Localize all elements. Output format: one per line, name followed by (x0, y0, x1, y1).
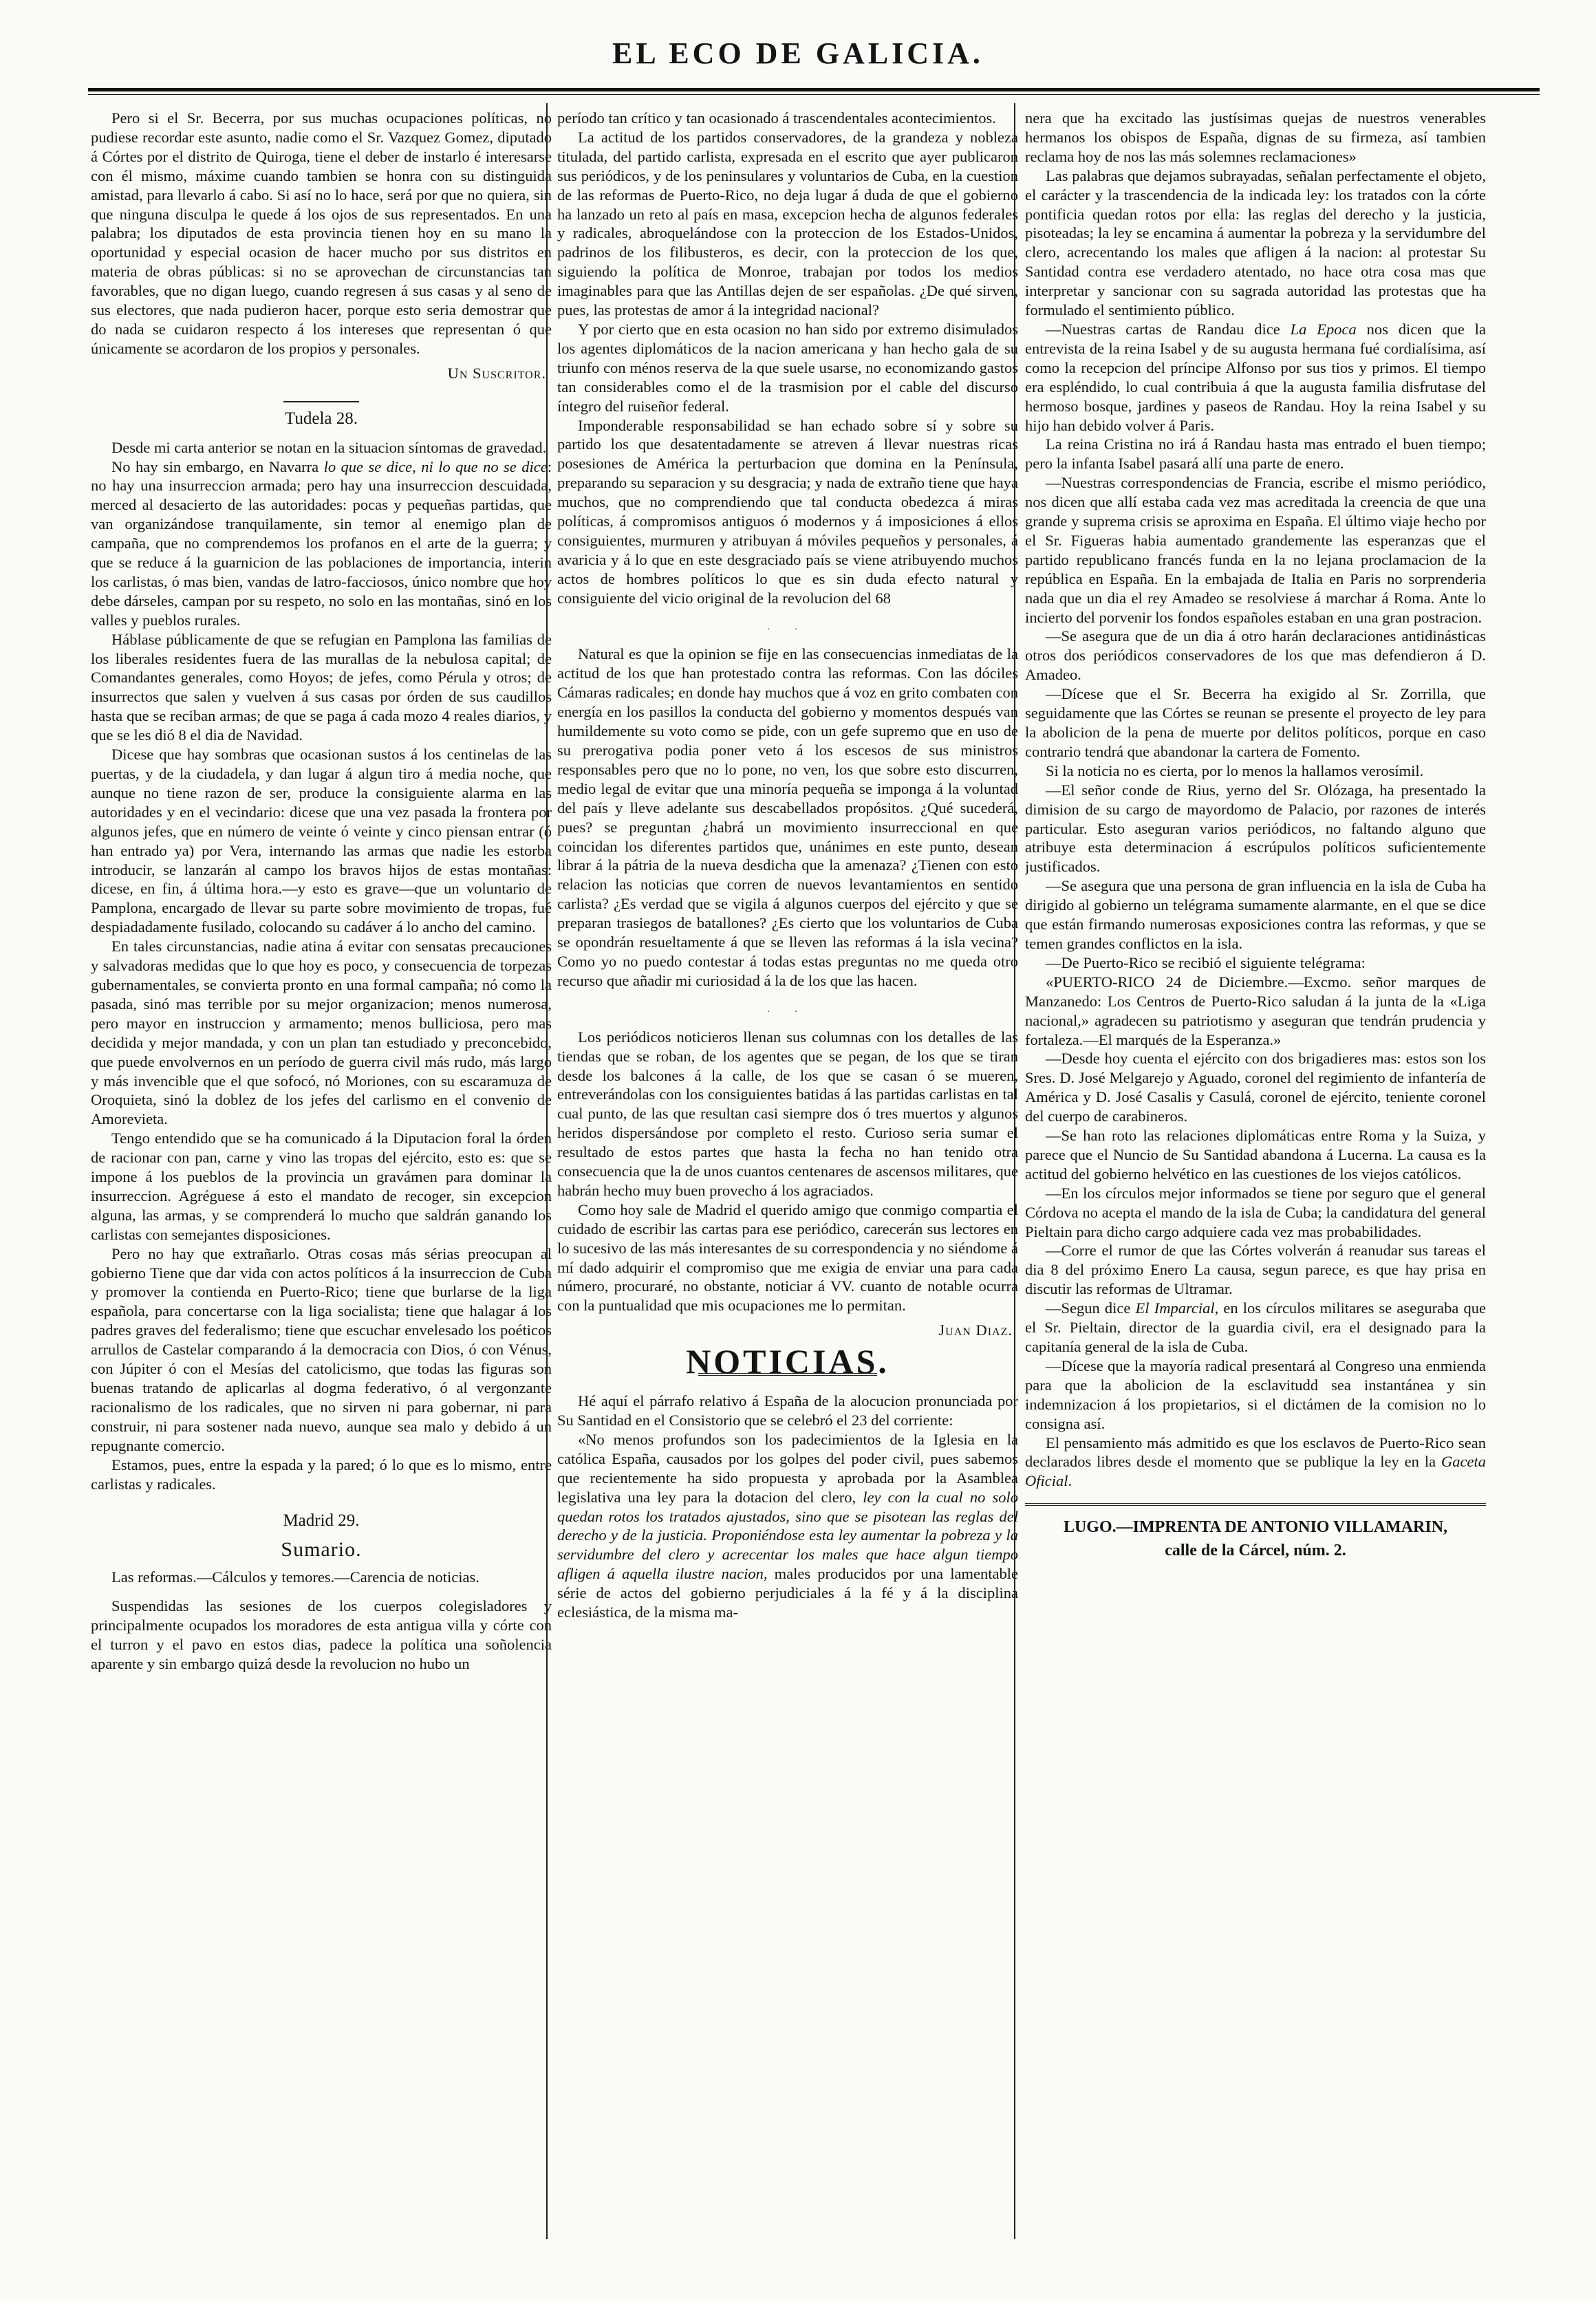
text-run: «No menos profundos son los padecimientos de la Iglesia en la católica España, causados por los golpes del poder civil, pues sabemos que recientemente ha sido propuesta y aprobada por la Asamblea legislativa una ley para la dotacion del clero, (557, 1430, 1018, 1506)
signature: Un Suscritor. (447, 364, 546, 382)
column-3 (1025, 109, 1486, 2248)
text-run: El pensamiento más admitido es que los esclavos de Puerto-Rico sean declarados libres desde el momento que se publique la ley en la (1025, 1434, 1486, 1471)
article-paragraph: «PUERTO-RICO 24 de Diciembre.—Excmo. señor marques de Manzanedo: Los Centros de Puerto-Rico saludan á la junta de la «Liga nacional,» agradecen su patriotismo y aseguran que tendrán prudencia y fortaleza.—El marqués de la Esperanza.» (1025, 973, 1486, 1048)
article-paragraph: Las palabras que dejamos subrayadas, señalan perfectamente el objeto, el carácter y la trascendencia de la indicada ley: los tratados con la córte pontificia quedan rotos por ella: las reglas del derecho y la justicia, pisoteadas; la ley se encamina á aumentar la pobreza y la servidumbre del clero, acrecentando los males que afligen á la nacion: al protestar Su Santidad contra ese verdadero atentado, no hace otra cosa mas que interpretar y sancionar con su sagrada autoridad las protestas que ha formulado el sentimiento público. (1025, 166, 1486, 319)
article-paragraph: Tengo entendido que se ha comunicado á la Diputacion foral la órden de racionar con pan, carne y vino las tropas del ejército, esto es: que se impone á los pueblos de la provincia un gravámen para dominar la insurreccion. Agréguese á esto el mandato de recoger, sin excepcion alguna, las armas, y se comprenderá lo mucho que saldrán ganando los carlistas con semejantes disposiciones. (91, 1130, 552, 1243)
article-paragraph: Los periódicos noticieros llenan sus columnas con los detalles de las tiendas que se roban, de los agentes que se pegan, de los que se tiran desde los balcones á la calle, de los que se casan ó se mueren, entreverándolas con los consiguientes batidas á las partidas carlistas en tal cual punto, de las que resultan casi siempre dos ó tres muertos y algunos heridos dispersándose por completo el resto. Curioso seria sumar el resultado de estos partes que hasta la fecha no han tenido otra consecuencia que la de unos cuantos centenares de ascensos militares, que habrán hecho muy buen provecho á los agraciados. (557, 1028, 1018, 1199)
section-ornament: · · (766, 1006, 809, 1017)
article-paragraph: Estamos, pues, entre la espada y la pared; ó lo que es lo mismo, entre carlistas y radicales. (91, 1456, 552, 1493)
italic-run: ley con la cual no solo quedan rotos los tratados ajustados, sino que se pisotean las reglas del derecho y de la justicia. Proponiéndose esta ley aumentar la pobreza y la servidumbre del clero y acrecentar los males que hace algun tiempo afligen á aquella ilustre nacion, (557, 1488, 1018, 1583)
column-2 (557, 109, 1018, 2248)
printer-imprint (1025, 1503, 1486, 1562)
article-paragraph: —Corre el rumor de que las Córtes volverán á reanudar sus tareas el dia 8 del próximo Enero La causa, segun parece, es que hay prisa en discutir las reformas de Ultramar. (1025, 1242, 1486, 1298)
article-paragraph: Háblase públicamente de que se refugian en Pamplona las familias de los liberales residentes fuera de las murallas de la nebulosa capital; de Comandantes generales, como Hoyos; de jefes, como Pérula y otros; de insurrectos que salen y vuelven á sus casas por órden de sus caudillos hasta que se reciban armas; de que se paga á cada mozo 4 reales diarios, y que se les dió 8 el dia de Navidad. (91, 630, 552, 744)
article-paragraph: Las reformas.—Cálculos y temores.—Carencia de noticias. (111, 1568, 479, 1586)
article-paragraph: —Se asegura que de un dia á otro harán declaraciones antidinásticas otros dos periódicos conservadores de los que mas defendieron á D. Amadeo. (1025, 627, 1486, 684)
article-paragraph: En tales circunstancias, nadie atina á evitar con sensatas precauciones y salvadoras medidas que lo que hoy es poco, y consecuencia de torpezas gubernamentales, se convierta pronto en una formal campaña; nó como la pasada, sinó mas terrible por su mejor organizacion; menos numerosa, pero mayor en instruccion y armamento; menos bulliciosa, pero mas decidida y mejor mandada, y con un plan tan estudiado y preconcebido, que puede envolvernos en un período de guerra civil más rudo, más largo y más invencible que el que sofocó, nó Moriones, con su escaramuza de Oroquieta, sinó la doblez de los jefes del carlismo en el convenio de Amorevieta. (91, 938, 552, 1128)
masthead-rule (88, 88, 1540, 91)
text-run: males producidos por una lamentable série de actos del gobierno perjudiciales á la fé y á la disciplina eclesiástica, de la misma ma- (557, 1565, 1018, 1621)
text-run: —Nuestras cartas de Randau dice (1046, 320, 1291, 338)
column-1 (91, 109, 552, 2248)
imprint-line: calle de la Cárcel, núm. 2. (1165, 1542, 1346, 1560)
article-paragraph: Dicese que hay sombras que ocasionan sustos á los centinelas de las puertas, y de la ciudadela, y dan lugar á algun tiro á media noche, que aunque no tiene razon de ser, produce la consiguiente alarma en las autoridades y en el vecindario: dicese que una vez pasada la frontera por algunos jefes, que en número de veinte ó veinte y cinco piensan entrar (ó han entrado ya) por Vera, internando las armas que nadie les estorba introducir, se lanzarán al campo los bravos hijos de estas montañas: dicese, en fin, á última hora.—y esto es grave—que un voluntario de Pamplona, encargado de llevar su parte sobre movimiento de tropas, fué despiadadamente fusilado, colocando su cadáver á lo ancho del camino. (91, 746, 552, 936)
italic-run: lo que se dice, ni lo que no se dice (323, 457, 548, 475)
article-paragraph: —Desde hoy cuenta el ejército con dos brigadieres mas: estos son los Sres. D. José Melgarejo y Aguado, coronel del regimiento de infantería de América y D. José Casalis y Casulá, coronel de ejército, teniente coronel del cuerpo de carabineros. (1025, 1050, 1486, 1125)
text-run: , en los círculos militares se aseguraba que el Sr. Pieltain, director de la guardia civil, era el designado para la capitanía general de la isla de Cuba. (1025, 1299, 1486, 1355)
article-paragraph: Natural es que la opinion se fije en las consecuencias inmediatas de la actitud de los que han protestado contra las reformas. Con las dóciles Cámaras radicales; en donde hay muchos que á voz en grito combaten con energía en los pasillos la conducta del gobierno y momentos después van humildemente su voto como se pide, con un gefe supremo que en uso de su prerogativa podia poner veto á los escesos de sus ministros responsables pero que no lo pone, no ven, los que sobre esto discurren, medio legal de evitar que una minoría pequeña se imponga á la voluntad del país y lleve adelante sus descabellados propósitos. ¿Qué sucederá, pues? se preguntan ¿habrá un movimiento insurreccional en que coincidan los diferentes partidos que, unánimes en este punto, desean librar á la pátria de la nueva desdicha que la amenaza? ¿Tienen con esto relacion las noticias que corren de nuevos levantamientos en sentido carlista? ¿Es verdad que se vigila á algunos cuerpos del ejército y que se preparan trasiegos de batallones? ¿Es cierto que los voluntarios de Cuba se opondrán resueltamente á que se lleven las reformas á la isla vecina? Como yo no puedo contestar á todas estas preguntas no me queda otro recurso que añadir mi curiosidad á la de los que las hacen. (557, 645, 1018, 989)
article-paragraph: La reina Cristina no irá á Randau hasta mas entrado el buen tiempo; pero la infanta Isabel pasará allí una parte de enero. (1025, 435, 1486, 473)
article-paragraph: nera que ha excitado las justísimas quejas de nuestros venerables hermanos los obispos de España, dignas de su firmeza, así tambien reclama hoy de nos las más solemnes reclamaciones» (1025, 109, 1486, 165)
section-ornament: · · (766, 624, 809, 635)
dateline: Madrid 29. (283, 1511, 360, 1531)
italic-run: El Imparcial (1135, 1299, 1215, 1317)
article-paragraph: Pero no hay que extrañarlo. Otras cosas más sérias preocupan al gobierno Tiene que dar vida con actos políticos á la insurreccion de Cuba y promover la contienda en Puerto-Rico; tiene que burlarse de la liga española, para concertarse con la liga socialista; tiene que halagar á los padres graves del federalismo; tiene que escuchar envelesado los poéticos arrullos de Castelar comparando á la democracia con Dios, ó con Vénus, con Júpiter ó con el Mesías del catolicismo, que todas las figuras son buenas tratando de aplicarlas al dogma federativo, ó al vergonzante racionalismo de los radicales, que no sirven ni para gobernar, ni para construir, ni para sostener nada nuevo, aunque sea malo y debido á un repugnante comercio. (91, 1244, 552, 1454)
text-run: nos dicen que la entrevista de la reina Isabel y de su augusta hermana fué cordialísima, así como la recepcion del príncipe Alfonso por sus tios y primos. El tiempo era espléndido, lo cual contribuia á que la augusta familia disfrutase del hermoso bosque, jardines y paseos de Randau. Hoy la reina Isabel y su hijo han debido volver á Paris. (1025, 320, 1486, 434)
masthead-title: EL ECO DE GALICIA. (612, 36, 984, 70)
article-paragraph: —Dícese que el Sr. Becerra ha exigido al Sr. Zorrilla, que seguidamente que las Córtes se reunan se presente el proyecto de ley para la abolicion de la pena de muerte por delitos políticos, porque en caso contrario tendrá que abandonar la cartera de Fomento. (1025, 685, 1486, 760)
article-paragraph: —Nuestras correspondencias de Francia, escribe el mismo periódico, nos dicen que allí estaba cada vez mas acreditada la creencia de que una grande y suprema crisis se aproxima en España. El último viaje hecho por el Sr. Figueras habia aumentado grandemente las esperanzas que el partido republicano francés funda en la no lejana proclamacion de la república en España. En la embajada de Italia en Paris no sorprenderia nada que un dia el rey Amadeo se resolviese á marchar á Roma. Ante lo incierto del porvenir los fondos españoles estaban en una gran postracion. (1025, 474, 1486, 626)
text-run: . (1068, 1472, 1072, 1490)
article-paragraph: Como hoy sale de Madrid el querido amigo que conmigo compartia el cuidado de escribir las cartas para ese periódico, carecerán sus lectores en lo sucesivo de las más interesantes de su correspondencia y no siéndome á mí dado adquirir el compromiso que me exigia de enviar una para cada número, procuraré, no obstante, noticiar á VV. cuanto de notable ocurra con la puntualidad que mis ocupaciones me lo permitan. (557, 1200, 1018, 1315)
article-paragraph (557, 1430, 1018, 1622)
article-paragraph: —En los círculos mejor informados se tiene por seguro que el general Córdova no acepta el mando de la isla de Cuba; la candidatura del general Pieltain para dicho cargo adquiere cada vez mas probabilidades. (1025, 1184, 1486, 1240)
article-paragraph: Desde mi carta anterior se notan en la situacion síntomas de gravedad. (111, 438, 547, 456)
text-run: —Segun dice (1046, 1299, 1136, 1317)
italic-run: La Epoca (1290, 320, 1357, 338)
article-paragraph: —Se asegura que una persona de gran influencia en la isla de Cuba ha dirigido al gobierno un telégrama sumamente alarmante, en el que se dice que están firmando numerosas exposiciones contra las reformas, y que se temen grandes conflictos en la isla. (1025, 877, 1486, 952)
article-paragraph (1025, 1434, 1486, 1491)
section-divider (283, 401, 359, 402)
article-paragraph: Y por cierto que en esta ocasion no han sido por extremo disimulados los agentes diplomáticos de la nacion americana y han hecho gala de su triunfo con ménos reserva de la que suele usarse, no economizando gastos tan considerables como el de la trasmision por el cable del discurso íntegro del ruiseñor federal. (557, 320, 1018, 415)
masthead-rule-thin (88, 94, 1540, 95)
italic-run: Gaceta Oficial (1025, 1453, 1486, 1490)
article-paragraph: Si la noticia no es cierta, por lo menos la hallamos verosímil. (1046, 761, 1424, 779)
article-paragraph: período tan crítico y tan ocasionado á trascendentales acontecimientos. (557, 109, 996, 127)
article-paragraph (1025, 1299, 1486, 1357)
article-paragraph (91, 457, 552, 630)
article-paragraph: Imponderable responsabilidad se han echado sobre sí y sobre su partido los que desatentadamente se atreven á llevar nuestras ricas posesiones de América la perturbacion que domina en la Península, preparando su separacion y su desgracia; y nada de extraño tiene que haya muchos, que no comprendiendo que tal conducta obedezca á miras políticas, á compromisos antiguos ó modernos y á imposiciones á ellos consiguientes, murmuren y atribuyan á móviles pequeños y personales, á avaricia y á lo que en este desgraciado país se viene atribuyendo muchos actos de hombres políticos lo que es sin duda efecto natural y consiguiente del vicio original de la revolucion del 68 (557, 416, 1018, 607)
article-paragraph: —De Puerto-Rico se recibió el siguiente telégrama: (1046, 953, 1366, 971)
article-paragraph: Suspendidas las sesiones de los cuerpos colegisladores y principalmente ocupados los moradores de esta antigua villa y córte con el turron y el pavo en estos dias, padece la política una soñolencia aparente y sin embargo quizá desde la revolucion no hubo un (91, 1597, 552, 1672)
section-title: NOTICIAS. (686, 1342, 889, 1381)
signature: Juan Diaz. (938, 1321, 1013, 1339)
dateline: Tudela 28. (284, 409, 358, 428)
article-paragraph: —El señor conde de Rius, yerno del Sr. Olózaga, ha presentado la dimision de su cargo de mayordomo de Palacio, por razones de interés particular. Esto aseguran varios periódicos, no faltando alguno que atribuye esta determinacion á escrúpulos políticos suficientemente justificados. (1025, 781, 1486, 876)
text-run: : no hay una insurreccion armada; pero hay una insurreccion descuidada, merced al desacierto de las autoridades: pocas y pequeñas partidas, que van organizándose tranquilamente, sin temor al enemigo plan de campaña, que no comprendemos los profanos en el arte de la guerra; y que se reduce á la guarnicion de las poblaciones de importancia, interin los carlistas, ó mas bien, vandas de latro-facciosos, único nombre que hoy debe dárseles, campan por su respeto, no solo en las montañas, sinó en los valles y pueblos rurales. (91, 457, 552, 629)
article-paragraph: —Se han roto las relaciones diplomáticas entre Roma y la Suiza, y parece que el Nuncio de Su Santidad abandona á Lucerna. La causa es la actitud del gobierno helvético en las cuestiones de los viejos católicos. (1025, 1127, 1486, 1182)
article-paragraph: Hé aquí el párrafo relativo á España de la alocucion pronunciada por Su Santidad en el Consistorio que se celebró el 23 del corriente: (557, 1392, 1018, 1429)
article-paragraph: La actitud de los partidos conservadores, de la grandeza y nobleza titulada, del partido carlista, expresada en el escrito que ayer publicaron sus periódicos, y de los peninsulares y voluntarios de Cuba, en la cuestion de las reformas de Puerto-Rico, no deja lugar á duda de que el gobierno ha lanzado un reto al país en masa, excepcion hecha de algunos federales y radicales, abroquelándose con la proteccion de los Estados-Unidos, padrinos de los filibusteros, es decir, con la proteccion de los que, siguiendo la política de Monroe, trabajan por todos los medios imaginables para que las Antillas dejen de ser españolas. ¿De qué sirven, pues, las protestas de amor á la integridad nacional? (557, 128, 1018, 319)
article-paragraph (1025, 320, 1486, 435)
article-paragraph: Pero si el Sr. Becerra, por sus muchas ocupaciones políticas, no pudiese recordar este asunto, nadie como el Sr. Vazquez Gomez, diputado á Córtes por el distrito de Quiroga, tiene el deber de instarlo é interesarse con él mismo, máxime cuando tambien se honra con su distinguida amistad, para llevarlo á cabo. Si así no lo hace, será por que no quiera, sin que ninguna disculpa le quede á los ojos de sus representados. En una palabra; los diputados de esta provincia tienen hoy en su mano la oportunidad y especial ocasion de hacer mucho por sus distritos en materia de obras públicas: si no se aprovechan de circunstancias tan favorables, que no digan luego, cuando regresen á sus casas y al seno de sus electores, que nada pudieron hacer, porque esto seria demostrar que do nada se cuidaron respecto á los intereses que representan ó que únicamente se acordaron de los propios y personales. (91, 109, 552, 357)
summary-heading: Sumario. (281, 1538, 362, 1562)
article-paragraph: —Dícese que la mayoría radical presentará al Congreso una enmienda para que la abolicion de la esclavitudd sea instantánea y sin indemnizacion á los propietarios, si el dictámen de la comision no lo consigna así. (1025, 1357, 1486, 1432)
text-run: No hay sin embargo, en Navarra (111, 457, 324, 475)
imprint-line: LUGO.—IMPRENTA DE ANTONIO VILLAMARIN, (1063, 1518, 1448, 1537)
